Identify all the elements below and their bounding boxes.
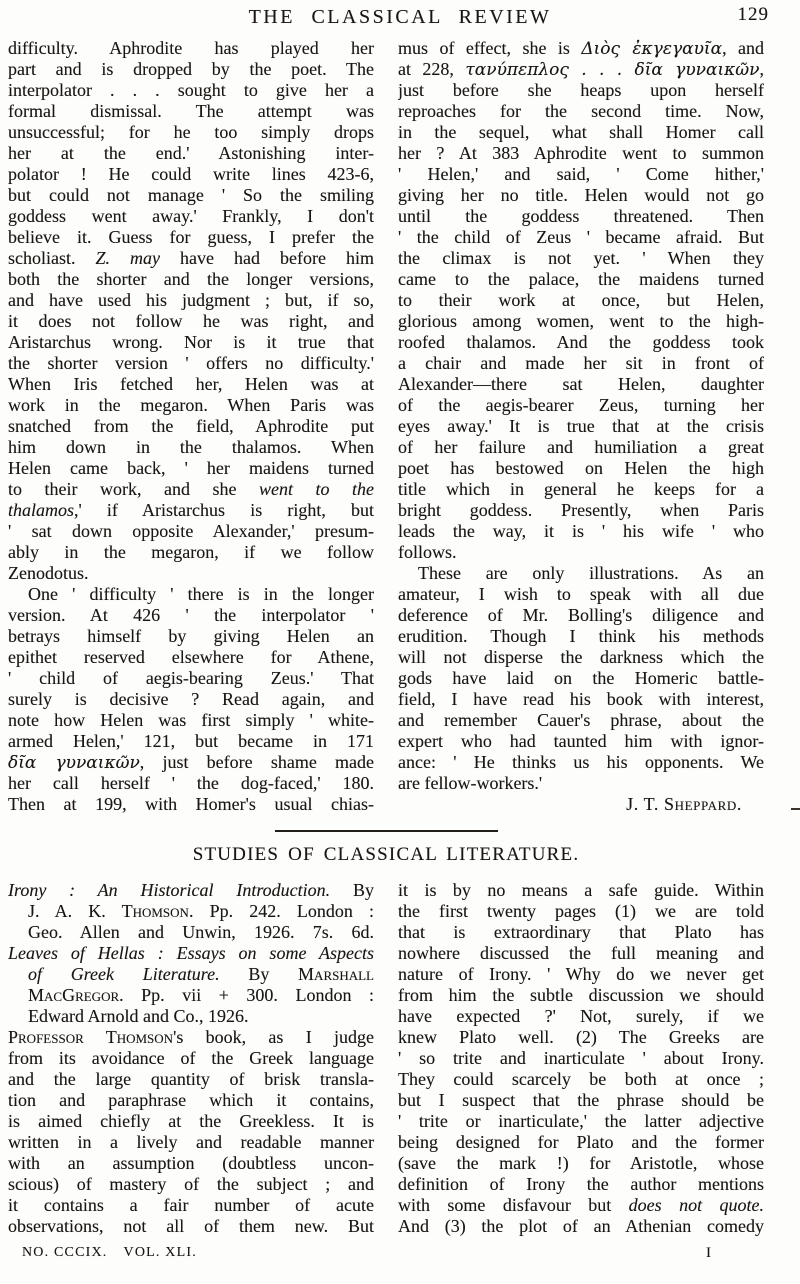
- text-line: gods have laid on the Homeric battle-: [398, 668, 764, 688]
- section-divider-rule: [275, 830, 498, 832]
- text-line: have expected ?' Not, surely, if we: [398, 1006, 764, 1026]
- text-line: deference of Mr. Bolling's diligence and: [398, 605, 764, 625]
- text-line: poet has bestowed on Helen the high: [398, 458, 764, 478]
- text-line: nature of Irony. ' Why do we never get: [398, 964, 764, 984]
- text-line: unsuccessful; for he too simply drops: [8, 122, 374, 142]
- text-line: Geo. Allen and Unwin, 1926. 7s. 6d.: [28, 922, 374, 942]
- text-line: title which in general he keeps for a: [398, 479, 764, 499]
- text-line: epithet reserved elsewhere for Athene,: [8, 647, 374, 667]
- small-caps-name: Professor Thomson: [8, 1027, 174, 1047]
- text-line: Irony : An Historical Introduction. By: [8, 880, 374, 900]
- small-caps-name: J. A. K. Thomson: [28, 901, 189, 921]
- text-line: ' so trite and inarticulate ' about Irony.: [398, 1048, 764, 1068]
- text-line: They could scarcely be both at once ;: [398, 1069, 764, 1089]
- text-line: Zenodotus.: [8, 563, 89, 583]
- text-line: amateur, I wish to speak with all due: [398, 584, 764, 604]
- text-line: Then at 199, with Homer's usual chias-: [8, 794, 374, 814]
- text-line: written in a lively and readable manner: [8, 1132, 374, 1152]
- text-line: field, I have read his book with interest,: [398, 689, 764, 709]
- text-line: expert who had taunted him with ignor-: [398, 731, 764, 751]
- text-line: ance: ' He thinks us his opponents. We: [398, 752, 764, 772]
- text-line: him down in the thalamos. When: [8, 437, 374, 457]
- small-caps-name: Marshall: [298, 964, 374, 984]
- text-line: both the shorter and the longer versions,: [8, 269, 374, 289]
- text-line: but could not manage ' So the smiling: [8, 185, 374, 205]
- text-line: in the sequel, what shall Homer call: [398, 122, 764, 142]
- italic-text: of Greek Literature.: [28, 964, 220, 984]
- text-line: from him the subtle discussion we should: [398, 985, 764, 1005]
- text-line: thalamos,' if Aristarchus is right, but: [8, 500, 374, 520]
- text-line: nowhere discussed the full meaning and: [398, 943, 764, 963]
- article1-left-column: [8, 38, 374, 815]
- italic-text: thalamos: [8, 500, 75, 520]
- article1-right-column: [398, 38, 764, 815]
- text-line: scious) of mastery of the subject ; and: [8, 1174, 374, 1194]
- text-line: These are only illustrations. As an: [418, 563, 764, 583]
- text-line: Aristarchus wrong. Nor is it true that: [8, 332, 374, 352]
- text-line: leads the way, it is ' his wife ' who: [398, 521, 764, 541]
- text-line: ' the child of Zeus ' became afraid. But: [398, 227, 764, 247]
- text-line: snatched from the field, Aphrodite put: [8, 416, 374, 436]
- page-header: [0, 0, 800, 29]
- text-line: to their work, and she went to the: [8, 479, 374, 499]
- text-line: the climax is not yet. ' When they: [398, 248, 764, 268]
- italic-text: went to the: [259, 479, 374, 499]
- text-line: δῖα γυναικῶν, just before shame made: [8, 752, 374, 773]
- text-line: will not disperse the darkness which the: [398, 647, 764, 667]
- text-line: Alexander—there sat Helen, daughter: [398, 374, 764, 394]
- text-line: reproaches for the second time. Now,: [398, 101, 764, 121]
- text-line: the shorter version ' offers no difficulty.': [8, 353, 374, 373]
- text-line: part and is dropped by the poet. The: [8, 59, 374, 79]
- text-line: difficulty. Aphrodite has played her: [8, 38, 374, 58]
- text-line: of the aegis-bearer Zeus, turning her: [398, 395, 764, 415]
- text-line: it does not follow he was right, and: [8, 311, 374, 331]
- section-heading: STUDIES OF CLASSICAL LITERATURE.: [192, 844, 580, 865]
- text-line: mus of effect, she is Διὸς ἐκγεγαυῖα, and: [398, 38, 764, 59]
- volume-label: VOL. XLI.: [123, 1245, 197, 1260]
- article1: [8, 38, 764, 815]
- article2-right-column: [398, 880, 764, 1237]
- journal-title: THE CLASSICAL REVIEW: [248, 6, 552, 28]
- text-line: surely is decisive ? Read again, and: [8, 689, 374, 709]
- text-line: formal dismissal. The attempt was: [8, 101, 374, 121]
- text-line: with an assumption (doubtless uncon-: [8, 1153, 374, 1173]
- text-line: ' child of aegis-bearing Zeus.' That: [8, 668, 374, 688]
- scan-artifact-dash: [791, 808, 800, 810]
- italic-text: Z. may: [95, 248, 161, 268]
- text-line: ' Helen,' and said, ' Come hither,': [398, 164, 764, 184]
- text-line: Edward Arnold and Co., 1926.: [28, 1006, 249, 1026]
- text-line: came to the palace, the maidens turned: [398, 269, 764, 289]
- text-line: polator ! He could write lines 423-6,: [8, 164, 374, 184]
- text-line: it is by no means a safe guide. Within: [398, 880, 764, 900]
- text-line: glorious among women, went to the high-: [398, 311, 764, 331]
- text-line: eyes away.' It is true that at the crisis: [398, 416, 764, 436]
- text-line: believe it. Guess for guess, I prefer the: [8, 227, 374, 247]
- text-block: [8, 38, 764, 1263]
- text-line: (save the mark !) for Aristotle, whose: [398, 1153, 764, 1173]
- text-line: definition of Irony the author mentions: [398, 1174, 764, 1194]
- page-footer: [22, 1245, 764, 1263]
- text-line: her at the end.' Astonishing inter-: [8, 143, 374, 163]
- text-line: giving her no title. Helen would not go: [398, 185, 764, 205]
- italic-text: Irony : An Historical Introduction.: [8, 880, 331, 900]
- text-line: scholiast. Z. may have had before him: [8, 248, 374, 268]
- text-line: of her failure and humiliation a great: [398, 437, 764, 457]
- text-line: that is extraordinary that Plato has: [398, 922, 764, 942]
- text-line: at 228, τανύπεπλος . . . δῖα γυναικῶν,: [398, 59, 764, 80]
- text-line: MacGregor. Pp. vii + 300. London :: [28, 985, 374, 1005]
- article2: [8, 880, 764, 1237]
- text-line: but I suspect that the phrase should be: [398, 1090, 764, 1110]
- text-line: follows.: [398, 542, 457, 562]
- greek-text: Διὸς ἐκγεγαυῖα: [581, 39, 723, 59]
- text-line: One ' difficulty ' there is in the longer: [28, 584, 374, 604]
- text-line: her call herself ' the dog-faced,' 180.: [8, 773, 374, 793]
- text-line: work in the megaron. When Paris was: [8, 395, 374, 415]
- text-line: note how Helen was first simply ' white-: [8, 710, 374, 730]
- text-line: betrays himself by giving Helen an: [8, 626, 374, 646]
- text-line: the first twenty pages (1) we are told: [398, 901, 764, 921]
- text-line: is aimed chiefly at the Greekless. It is: [8, 1111, 374, 1131]
- text-line: of Greek Literature. By Marshall: [28, 964, 374, 984]
- text-line: When Iris fetched her, Helen was at: [8, 374, 374, 394]
- text-line: J. T. Sheppard.: [626, 794, 742, 814]
- text-line: being designed for Plato and the former: [398, 1132, 764, 1152]
- text-line: ably in the megaron, if we follow: [8, 542, 374, 562]
- text-line: it contains a fair number of acute: [8, 1195, 374, 1215]
- text-line: And (3) the plot of an Athenian comedy: [398, 1216, 764, 1236]
- text-line: with some disfavour but does not quote.: [398, 1195, 764, 1215]
- text-line: Helen came back, ' her maidens turned: [8, 458, 374, 478]
- text-line: tion and paraphrase which it contains,: [8, 1090, 374, 1110]
- text-line: until the goddess threatened. Then: [398, 206, 764, 226]
- text-line: armed Helen,' 121, but became in 171: [8, 731, 374, 751]
- text-line: observations, not all of them new. But: [8, 1216, 374, 1236]
- text-line: to their work at once, but Helen,: [398, 290, 764, 310]
- greek-text: τανύπεπλος . . . δῖα γυναικῶν: [465, 60, 760, 80]
- text-line: just before she heaps upon herself: [398, 80, 764, 100]
- text-line: goddess went away.' Frankly, I don't: [8, 206, 374, 226]
- text-line: and have used his judgment ; but, if so,: [8, 290, 374, 310]
- text-line: her ? At 383 Aphrodite went to summon: [398, 143, 764, 163]
- text-line: a chair and made her sit in front of: [398, 353, 764, 373]
- greek-text: δῖα γυναικῶν: [8, 753, 140, 773]
- text-line: version. At 426 ' the interpolator ': [8, 605, 374, 625]
- italic-text: does not quote.: [628, 1195, 764, 1215]
- text-line: are fellow-workers.': [398, 773, 543, 793]
- small-caps-name: J. T. Sheppard: [626, 794, 737, 814]
- text-line: roofed thalamos. And the goddess took: [398, 332, 764, 352]
- text-line: and the large quantity of brisk transla-: [8, 1069, 374, 1089]
- text-line: from its avoidance of the Greek language: [8, 1048, 374, 1068]
- text-line: ' trite or inarticulate,' the latter adjective: [398, 1111, 764, 1131]
- text-line: Professor Thomson's book, as I judge: [8, 1027, 374, 1047]
- italic-text: Leaves of Hellas : Essays on some Aspects: [8, 943, 374, 963]
- page-number: 129: [737, 4, 769, 25]
- text-line: and remember Cauer's phrase, about the: [398, 710, 764, 730]
- small-caps-name: MacGregor: [28, 985, 120, 1005]
- text-line: [8, 943, 374, 964]
- issue-number-label: NO. CCCIX.: [22, 1245, 108, 1260]
- text-line: bright goddess. Presently, when Paris: [398, 500, 764, 520]
- signature-mark: I: [706, 1245, 711, 1261]
- text-line: J. A. K. Thomson. Pp. 242. London :: [28, 901, 374, 921]
- text-line: ' sat down opposite Alexander,' presum-: [8, 521, 374, 541]
- text-line: knew Plato well. (2) The Greeks are: [398, 1027, 764, 1047]
- text-line: erudition. Though I think his methods: [398, 626, 764, 646]
- text-line: interpolator . . . sought to give her a: [8, 80, 374, 100]
- article2-left-column: [8, 880, 374, 1237]
